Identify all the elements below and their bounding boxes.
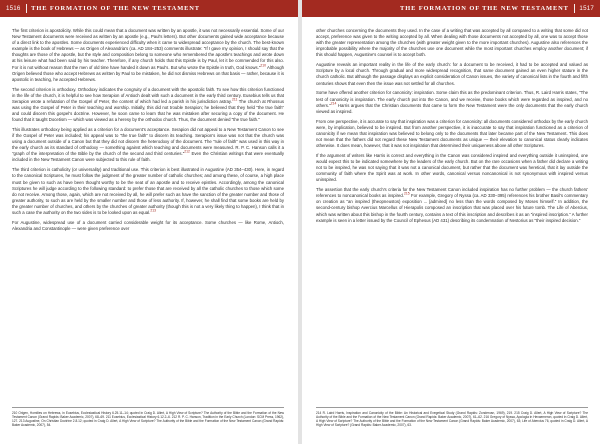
body-paragraph: For Augustine, widespread use of a document carried considerable weight for its acceptance. Some churches — like Rome, Antioch, Alexandria and Constantinople — were given preference over bbox=[12, 219, 284, 231]
right-footnotes bbox=[316, 407, 588, 428]
footnote-marker[interactable]: 215 bbox=[404, 191, 410, 196]
body-paragraph: The assertion that the early church's criteria for the New Testament Canon included inspiration has no further problem — the church fathers' references to noncanonical books as inspired.$^{215}$ For example, Gregory of Nyssa (ca. AD 330–395) references his brother Basil's commentary on creation as "an inspired (theopneustos) exposition ... [admired] no less than the words composed by Moses himself." In addition, the second-century bishop Avercius Marcellus of Hierapolis composed an inscription that was placed over his future tomb. The Life of Abercius, which was written about this bishop in the fourth century, contains a text of this inscription and describes it as an "inspired inscription." A further example is seen in a letter issued by the Council of Ephesus (AD 431) describing its condemnation of Nestorius as "their inspired decision." bbox=[316, 187, 588, 223]
left-page-number: 1516 bbox=[6, 5, 21, 12]
footnote-marker[interactable]: 213 bbox=[150, 208, 156, 213]
right-page-number: 1517 bbox=[579, 5, 594, 12]
left-page-header bbox=[0, 0, 298, 17]
footnote-text: 214 R. Laird Harris, Inspiration and Canonicity of the Bible: An Historical and Exegetical Study (Grand Rapids: Zondervan, 1969), 219. 215 Craig D. Allert, A High View of Scripture? The Authority of the Bible and the Formation of the New Testament Canon (Grand Rapids: Baker Academic, 2007), 61–62. 216 Gregory of Nyssa, Apologia in Hexaemeron, quoted in Craig D. Allert, A High View of Scripture? The Authority of the Bible and the Formation of the New Testament Canon (Grand Rapids: Baker Academic, 2007), 63; Life of Abercius 76, quoted in Craig D. Allert, A High View of Scripture? (Grand Rapids: Baker Academic, 2007), 63. bbox=[316, 410, 588, 428]
header-divider bbox=[574, 4, 575, 13]
body-paragraph: The second criterion is orthodoxy. Orthodoxy indicates the congruity of a document with the apostolic faith. To see how this criterion functioned in the life of the church, it is helpful to see how Serapion of Antioch dealt with such a document in the early third century. Eusebius tells us that Serapion wrote a refutation of the Gospel of Peter, the content of which had led a parish in his jurisdiction astray.$^{211}$ The church at Rhossus was using the Gospel of Peter in their teaching and worship. Initially, this did not trouble Serapion; he believed that they held "the true faith" and could discern this gospel's doctrine. However, he soon came to learn that he was mistaken after securing a copy of the document. He found that it taught Docetism — which was viewed as a heresy by the orthodox church. Thus, the document denied "the true faith." bbox=[12, 86, 284, 123]
body-paragraph: If the argument of writers like Harris is correct and everything in the Canon was considered inspired and everything outside it uninspired, one would expect this to be indicated somewhere by the leaders of the early church. But on the rare occasions when a father did declare a writing not to be inspired, he was not saying that it was not a canonical document, but rather that the document was heretical, that it lay outside the community of faith where the Spirit was at work. In other words, canonical versus noncanonical is not synonymous with inspired versus uninspired. bbox=[316, 152, 588, 183]
right-running-title: THE FORMATION OF THE NEW TESTAMENT bbox=[400, 5, 569, 12]
body-paragraph: Augustine reveals an important reality in the life of the early church: for a document to be received, it had to be accepted and valued as Scripture by a local church. Through gradual and more widespread recognition, that same document gained an even higher stature in the church catholic. But although the passage displays an explicit consideration of Canon issues, the variety of canonical lists in the fourth and fifth centuries shows that even then the issue was not settled for all churches. bbox=[316, 62, 588, 86]
body-paragraph: This illustrates orthodoxy being applied as a criterion for a document's acceptance. Serapion did not appeal to a New Testament Canon to see if the Gospel of Peter was included; his appeal was to "the true faith" to discern its teaching. Serapion's issue was not that the church was using a document outside of a Canon but that they did not discern the heterodoxy of the document. The "rule of faith" was used in this way in the early church as its standard of orthodoxy — something against which teaching and documents were measured. R. P. C. Hanson calls it a "graph of the interpretation of the Bible by the church of the second and third centuries."$^{212}$ Even the Christian writings that were eventually included in the New Testament Canon were subjected to this rule of faith. bbox=[12, 127, 284, 163]
footnote-text: 210 Origen, Homilies on Hebrews, in Eusebius, Ecclesiastical History 6.25.11–14; quoted in Craig D. Allert, A High View of Scripture? The Authority of the Bible and the Formation of the New Testament Canon (Grand Rapids: Baker Academic, 2007), 68–69. 211 Eusebius, Ecclesiastical History 6.12.2–6. 212 R. P. C. Hanson, Tradition in the Early Church (London: SCM Press, 1962), 127. 213 Augustine, On Christian Doctrine 2.8.12; quoted in Craig D. Allert, A High View of Scripture? The Authority of the Bible and the Formation of the New Testament Canon (Grand Rapids: Baker Academic, 2007), 54. bbox=[12, 410, 284, 428]
body-paragraph: From one perspective, it is accurate to say that inspiration was a criterion for canonicity: all documents considered orthodox by the early church were, by implication, believed to be inspired. But from another perspective, it is inaccurate to say that inspiration functioned as a criterion of canonicity if we mean that inspiration was believed to belong only to the documents that later became part of the New Testament. This does not mean that the fathers did not regard these New Testament documents as unique — their elevation to canonical status clearly indicates otherwise. It does mean, however, that it was not inspiration that determined their uniqueness above all other Scriptures. bbox=[316, 118, 588, 148]
body-paragraph: other churches concerning the documents they used. In the case of a writing that was accepted by all compared to a writing that some did not accept, preference was given to the writing accepted by all. When dealing with those documents not accepted by all, one was to accept those with the greater representation among the churches (with greater weight given to the more important churches). Augustine also references the improbable possibility where the majority of the churches use one document while the most important churches employ another document; if this should happen, Augustine's counsel is to accept both. bbox=[316, 28, 588, 58]
footnote-marker[interactable]: 211 bbox=[231, 97, 238, 102]
body-paragraph: The first criterion is apostolicity. While this could mean that a document was written by an apostle, it was not necessarily essential. Some of our New Testament documents were received as written by an apostle (e.g., Paul's letters). But other documents gained wide acceptance because of a direct link to the apostles. Some documents experienced difficulty when it came to widespread acceptance by the church. The best-known example is the book of Hebrews — as Origen of Alexandria's (ca. AD 184–253) comments illustrate: "If I gave my opinion, I should say that the thoughts are those of the apostle, but the style and composition belong to someone who remembered the apostle's teachings and wrote down at his leisure what had been said by his teacher. Therefore, if any church holds that this Epistle is by Paul, let it be commended for this also. For it is not without reason that the men of old time have handed it down as Paul's. But who wrote the Epistle in truth, God knows."$^{210}$ Although Origen believed those who accept Hebrews as written by Paul to be mistaken, he did not dismiss Hebrews on that basis — rather, because it is apostolic in teaching, he accepted Hebrews. bbox=[12, 28, 285, 82]
body-paragraph: The third criterion is catholicity (or universality) and traditional use. This criterion is best illustrated in Augustine (AD 354–430). Here, in regard to the canonical Scriptures, he must follow the judgment of the greater number of catholic churches; and among these, of course, a high place must be given to such as have been thought worthy to be the seat of an apostle and to receive epistles. Accordingly, among the canonical Scriptures he will judge according to the following standard: to prefer those that are received by all the catholic churches to those which some do not receive. Among those, again, which are not received by all, he will prefer such as have the sanction of the greater number and those of greater authority, to such as are held by the smaller number and those of less authority. If, however, he shall find that some books are held by the greater number of churches, and others by the churches of greater authority (though this is not a very likely thing to happen), I think that in such a case the authority on the two sides is to be looked upon as equal.$^{213}$ bbox=[12, 167, 284, 216]
header-divider bbox=[26, 4, 27, 13]
footnote-marker[interactable]: 212 bbox=[184, 149, 190, 154]
footnote-marker[interactable]: 210 bbox=[260, 63, 267, 68]
page-gutter bbox=[298, 0, 302, 444]
footnote-marker[interactable]: 214 bbox=[330, 101, 337, 106]
body-paragraph: Some have offered another criterion for canonicity: inspiration. Some claim this as the predominant criterion. Thus, R. Laird Harris states, "The test of canonicity is inspiration. The early church put into the Canon, and we receive, those books which were regarded as inspired, and no others."$^{214}$ Harris argues that the Christian documents that came to form the New Testament were the only documents that the early church viewed as inspired. bbox=[316, 90, 588, 114]
left-page-body bbox=[12, 28, 284, 236]
left-footnotes bbox=[12, 407, 284, 428]
right-page-body bbox=[316, 28, 588, 228]
right-page-header bbox=[302, 0, 600, 17]
left-running-title: THE FORMATION OF THE NEW TESTAMENT bbox=[31, 5, 200, 12]
